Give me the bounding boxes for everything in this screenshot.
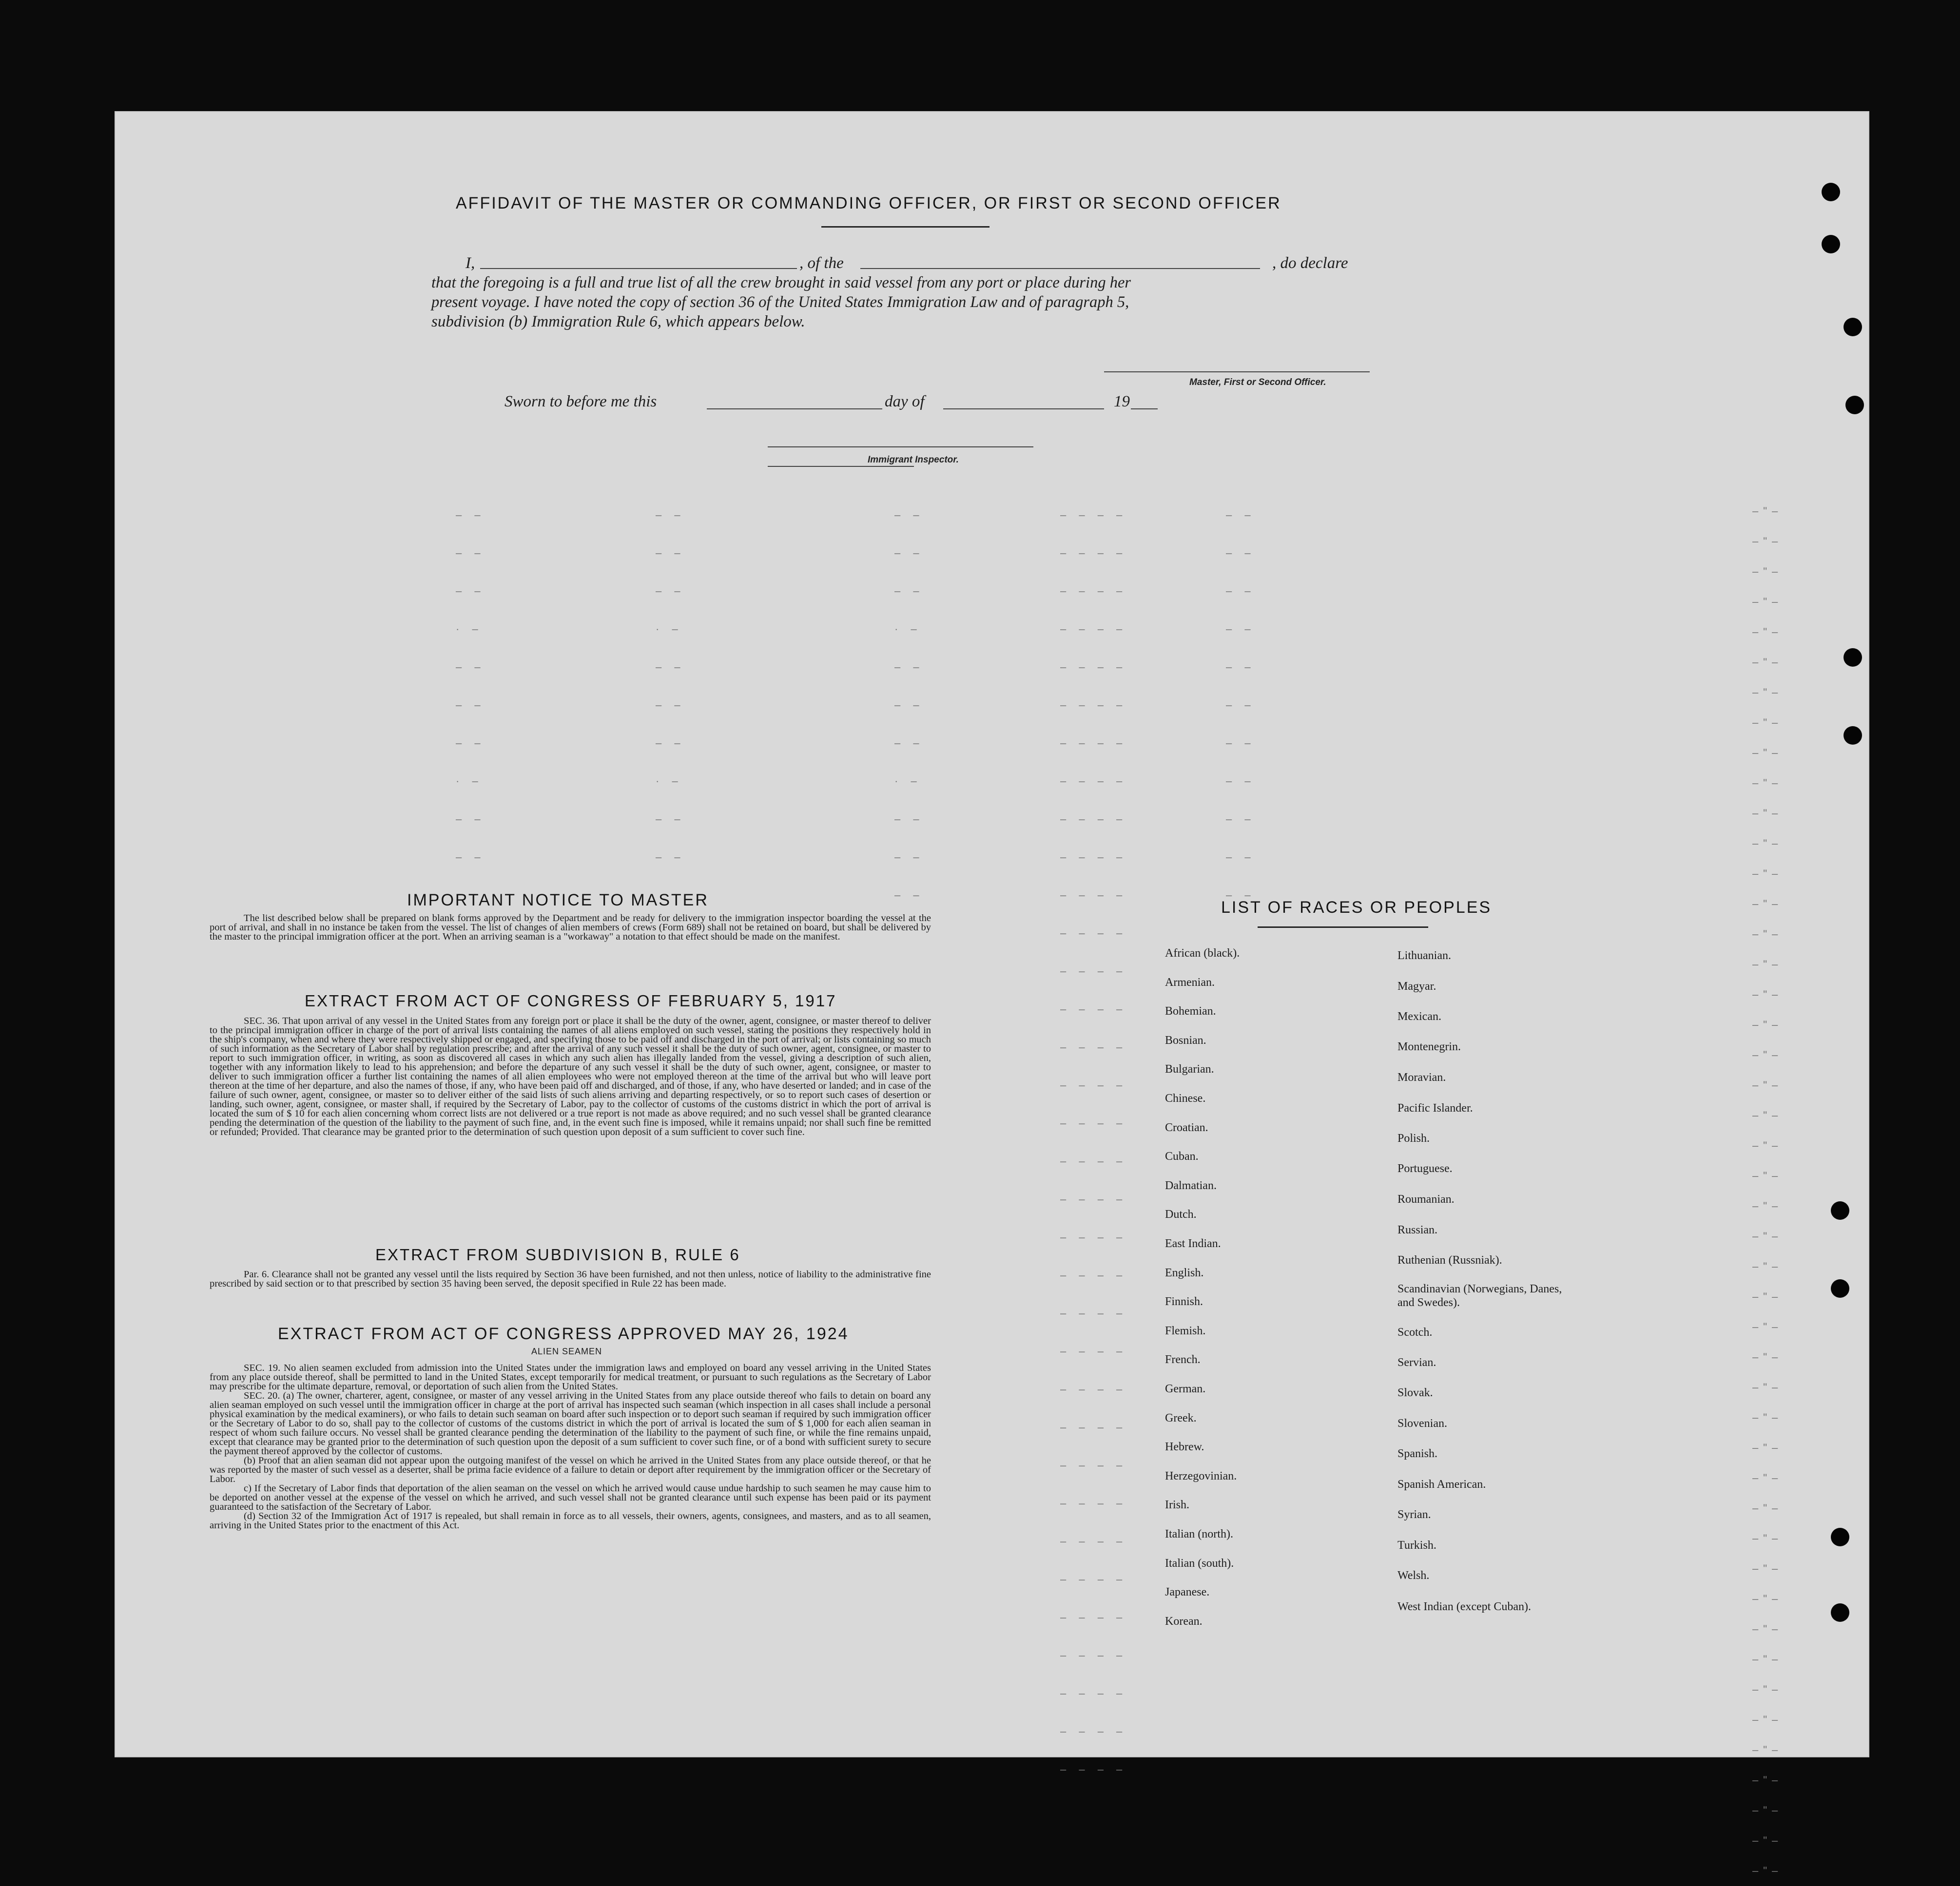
subdivision-title: EXTRACT FROM SUBDIVISION B, RULE 6 (375, 1246, 740, 1264)
race-item: Armenian. (1165, 976, 1215, 989)
name-blank[interactable] (480, 268, 797, 269)
race-item: Roumanian. (1397, 1193, 1455, 1206)
race-item: Japanese. (1165, 1586, 1210, 1599)
race-item: Turkish. (1397, 1539, 1436, 1552)
sworn-label: Sworn to before me this (505, 393, 657, 410)
race-item: Welsh. (1397, 1569, 1430, 1582)
races-title-rule (1258, 926, 1428, 928)
race-item: Herzegovinian. (1165, 1469, 1237, 1482)
inspector-label: Immigrant Inspector. (868, 455, 959, 465)
race-item: French. (1165, 1353, 1201, 1366)
race-item: Scotch. (1397, 1326, 1433, 1339)
affidavit-line4: subdivision (b) Immigration Rule 6, which appears below. (431, 313, 805, 330)
race-item: Italian (south). (1165, 1557, 1234, 1570)
manifest-sheet (115, 111, 1869, 1877)
binder-hole (1844, 726, 1862, 745)
race-item: Bulgarian. (1165, 1063, 1214, 1076)
race-item: Spanish American. (1397, 1478, 1486, 1491)
ditto-column-marks-5: – – – – – – – – – – – – – – – – – – – – – – (1226, 509, 1256, 901)
race-item: Slovak. (1397, 1386, 1433, 1399)
race-item: Ruthenian (Russniak). (1397, 1254, 1502, 1267)
race-item: East Indian. (1165, 1237, 1221, 1250)
extract-1917-title: EXTRACT FROM ACT OF CONGRESS OF FEBRUARY 5, 1917 (305, 992, 837, 1010)
sworn-year-blank[interactable] (1131, 408, 1158, 409)
race-item: Servian. (1397, 1356, 1436, 1369)
race-item: Montenegrin. (1397, 1040, 1461, 1053)
race-item: Finnish. (1165, 1295, 1203, 1309)
inspector-line-1[interactable] (768, 446, 1033, 447)
race-item: Italian (north). (1165, 1528, 1233, 1540)
binder-hole (1831, 1279, 1849, 1298)
races-title: LIST OF RACES OR PEOPLES (1221, 898, 1492, 917)
race-item: English. (1165, 1266, 1204, 1279)
day-of-label: day of (885, 393, 925, 410)
race-item: Irish. (1165, 1499, 1189, 1512)
binder-hole (1831, 1603, 1849, 1622)
extract-1924-body (210, 1364, 931, 1530)
race-item: Lithuanian. (1397, 949, 1451, 962)
ditto-column-marks: – – – – – – · – – – – – – – · – – – – – (456, 509, 485, 863)
binder-hole (1844, 318, 1862, 336)
race-item: Chinese. (1165, 1092, 1206, 1105)
race-item: Magyar. (1397, 980, 1436, 993)
race-item: German. (1165, 1383, 1206, 1395)
binder-hole (1845, 396, 1864, 414)
race-item: Russian. (1397, 1224, 1438, 1236)
race-item: Cuban. (1165, 1150, 1199, 1163)
race-item: Flemish. (1165, 1324, 1206, 1337)
race-item: African (black). (1165, 947, 1240, 960)
vessel-blank[interactable] (860, 268, 1260, 269)
sec-19: SEC. 19. No alien seamen excluded from admission into the United States under the immigration laws and employed on board any vessel arriving in the United States from any place outside thereof, shall be permitted to land in the United States, except temporarily for medical treatment, or pursuant to such regulations as the Secretary of Labor may prescribe for the ultimate departure, removal, or deportation of such alien from the United States. (210, 1363, 931, 1392)
master-signature-line[interactable] (1104, 371, 1370, 372)
race-item: Slovenian. (1397, 1417, 1447, 1430)
ditto-column-marks-3: – – – – – – · – – – – – – – · – – – – – – – (894, 509, 924, 901)
sec-20d: (d) Section 32 of the Immigration Act of 1917 is repealed, but shall remain in force as to all vessels, their owners, agents, consignees, and masters, and as to all seamen, arriving in the United States prior to the enactment of this Act. (210, 1511, 931, 1531)
race-item: Scandinavian (Norwegians, Danes, and Swedes). (1397, 1283, 1562, 1309)
ditto-column-marks-4: – – – – – – – – – – – – – – – – – – – – – – – – – – – – – – – – – – – – – – – – – – – – – – – – – – – – – – – – – – – – – – – – – – – – – – – – – – – – – – – – – – – – – – – – – – – – – – – – – – – – – – – – – – – – – – – – – – – – – – – – – – – – – – – – – – – – – – – – (1060, 509, 1127, 1775)
affidavit-i: I, (466, 254, 475, 272)
sec-20b: (b) Proof that an alien seaman did not appear upon the outgoing manifest of the vessel on which he arrived in the United States from any place outside thereof, or that he was reported by the master of such vessel as a deserter, shall be prima facie evidence of a failure to detain or deport after requirement by the immigration officer or the Secretary of Labor. (210, 1455, 931, 1484)
race-item: West Indian (except Cuban). (1397, 1600, 1531, 1613)
sworn-day-blank[interactable] (707, 408, 882, 409)
race-item: Moravian. (1397, 1071, 1446, 1084)
race-item: Bohemian. (1165, 1005, 1216, 1018)
race-item: Hebrew. (1165, 1441, 1204, 1454)
affidavit-title: AFFIDAVIT OF THE MASTER OR COMMANDING OFFICER, OR FIRST OR SECOND OFFICER (456, 194, 1281, 212)
year-label: 19 (1114, 393, 1130, 410)
affidavit-line2: that the foregoing is a full and true list of all the crew brought in said vessel from any port or place during her (431, 274, 1131, 291)
affidavit-line3: present voyage. I have noted the copy of section 36 of the United States Immigration Law and of paragraph 5, (431, 293, 1129, 311)
ditto-column-marks-2: – – – – – – · – – – – – – – · – – – – – (656, 509, 685, 863)
affidavit-declare: , do declare (1272, 254, 1348, 272)
extract-1917-text: SEC. 36. That upon arrival of any vessel in the United States from any foreign port or place it shall be the duty of the owner, agent, consignee, or master thereof to deliver to the principal immigration officer in charge of the port of arrival lists containing the names of all aliens employed on such vessel, stating the positions they respectively hold in the ship's company, when and where they were respectively shipped or engaged, and specifying those to be paid off and discharged in the port of arrival; or lists containing so much of such information as the Secretary of Labor shall by regulation prescribe; and after the arrival of any such vessel it shall be the duty of such owner, agent, consignee, or master to report to such immigration officer, in writing, as soon as discovered all cases in which any such alien has illegally landed from the vessel, giving a description of such alien, together with any information likely to lead to his apprehension; and before the departure of any such vessel it shall be the duty of such owner, agent, consignee, or master to deliver to such immigration officer a further list containing the names of all alien employees who were not employed thereon at the time of the arrival but who will leave port thereon at the time of her departure, and also the names of those, if any, who have been paid off and discharged, and of those, if any, who have deserted or landed; and in case of the failure of such owner, agent, consignee, or master so to deliver either of the said lists of such aliens arriving and departing respectively, or so to report such cases of desertion or landing, such owner, agent, consignee, or master shall, if required by the Secretary of Labor, pay to the collector of customs of the customs district in which the port of arrival is located the sum of $ 10 for each alien concerning whom correct lists are not delivered or a true report is not made as above required; and no such vessel shall be granted clearance pending the determination of the question of the liability to the payment of such fine, and, in the event such fine is imposed, while it remains unpaid; nor shall such fine be remitted or refunded; Provided. That clearance may be granted prior to the determination of such question upon deposit of a sum sufficient to cover such fine. (210, 1016, 931, 1137)
race-item: Korean. (1165, 1615, 1203, 1628)
race-item: Syrian. (1397, 1508, 1431, 1521)
affidavit-title-rule (821, 226, 990, 228)
binder-hole (1831, 1528, 1849, 1546)
race-item: Mexican. (1397, 1010, 1441, 1023)
race-item: Polish. (1397, 1132, 1430, 1145)
binder-hole (1822, 183, 1840, 201)
binder-hole (1844, 648, 1862, 667)
subdivision-text: Par. 6. Clearance shall not be granted any vessel until the lists required by Section 36 have been furnished, and not then unless, notice of liability to the administrative fine prescribed by said section or to that prescribed by section 35 having been served, the deposit specified in Rule 22 has been made. (210, 1269, 931, 1289)
affidavit-of-the: , of the (799, 254, 844, 272)
master-label: Master, First or Second Officer. (1189, 377, 1326, 387)
race-item: Bosnian. (1165, 1034, 1206, 1047)
race-item: Croatian. (1165, 1121, 1208, 1134)
race-item: Pacific Islander. (1397, 1102, 1473, 1115)
sec-20c: c) If the Secretary of Labor finds that deportation of the alien seaman on the vessel on which he arrived would cause undue hardship to such seamen he may cause him to be deported on another vessel at the expense of the vessel on which he arrived, and such vessel shall not be granted clearance until such expense has been paid or its payment guaranteed to the satisfaction of the Secretary of Labor. (210, 1483, 931, 1512)
race-item: Dutch. (1165, 1208, 1197, 1221)
extract-1924-title: EXTRACT FROM ACT OF CONGRESS APPROVED MAY 26, 1924 (278, 1325, 849, 1343)
sworn-month-blank[interactable] (943, 408, 1104, 409)
race-item: Portuguese. (1397, 1162, 1453, 1175)
notice-text: The list described below shall be prepared on blank forms approved by the Department and be ready for delivery to the immigration inspector boarding the vessel at the port of arrival, and shall in no instance be taken from the vessel. The list of changes of alien members of crews (Form 689) shall not be retained on board, but shall be delivered by the master to the principal immigration officer at the port. When an arriving seaman is a "workaway" a notation to that effect should be made on the manifest. (210, 913, 931, 942)
inspector-line-2[interactable] (768, 466, 914, 467)
binder-hole (1831, 1201, 1849, 1220)
alien-seamen-subtitle: ALIEN SEAMEN (531, 1347, 602, 1356)
race-item: Greek. (1165, 1411, 1197, 1424)
notice-title: IMPORTANT NOTICE TO MASTER (407, 891, 709, 909)
binder-hole (1822, 235, 1840, 253)
ditto-column-marks-6: –"– –"– –"– –"– –"– –"– –"– –"– –"– –"– –"– –"– –"– –"– –"– –"– –"– –"– –"– –"– –"– –"– –"– –"– –"– –"– –"– –"– –"– –"– –"– –"– –"– –"– –"– –"– –"– –"– –"– –"– –"– –"– –"– –"– –"– –"– (1752, 505, 1783, 1877)
race-item: Dalmatian. (1165, 1179, 1217, 1192)
sec-20a: SEC. 20. (a) The owner, charterer, agent, consignee, or master of any vessel arriving in the United States from any place outside thereof who fails to detain on board any alien seaman employed on such vessel until the immigration officer in charge at the port of arrival has inspected such seaman (which inspection in all cases shall include a personal physical examination by the medical examiners), or who fails to detain such seaman on board after such inspection or to deport such seaman if required by such immigration officer or the Secretary of Labor to do so, shall pay to the collector of customs of the customs district in which the port of arrival is located the sum of $ 1,000 for each alien seaman in respect of whom such failure occurs. No vessel shall be granted clearance pending the determination of the liability to the payment of such fine, or while the fine remains unpaid, except that clearance may be granted prior to the determination of such question upon the deposit of a sum sufficient to cover such fine, or of a bond with sufficient surety to secure the payment thereof approved by the collector of customs. (210, 1390, 931, 1457)
race-item: Spanish. (1397, 1447, 1438, 1460)
